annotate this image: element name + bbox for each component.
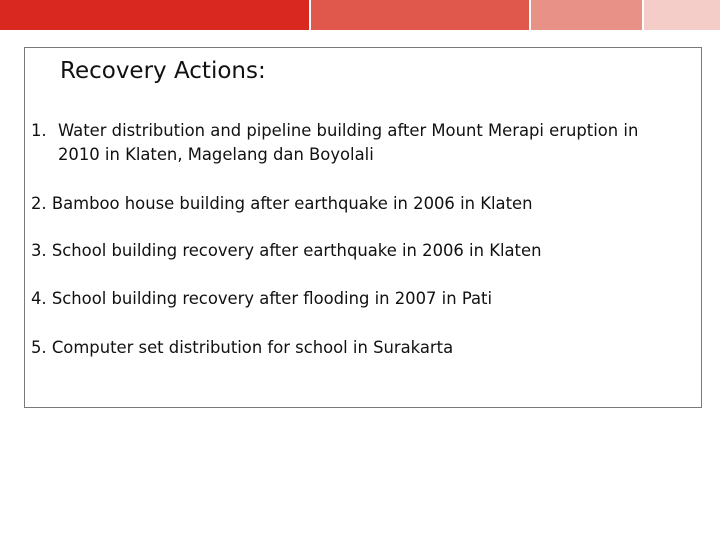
header-bar-segment-1	[0, 0, 309, 30]
header-bar-segment-2	[311, 0, 528, 30]
list-item-text: School building recovery after flooding in 2007 in Pati	[51, 289, 493, 308]
list-item-number: 5.	[31, 338, 47, 357]
slide-content-box	[24, 47, 702, 408]
header-bar-segment-3	[531, 0, 643, 30]
list-item-number: 4.	[31, 289, 47, 308]
list-item	[31, 239, 671, 263]
list-item-number: 2.	[31, 194, 47, 213]
header-bar-segment-4	[644, 0, 720, 30]
list-item-text: School building recovery after earthquake in 2006 in Klaten	[51, 241, 542, 260]
slide-title: Recovery Actions:	[60, 58, 266, 84]
list-item-number: 3.	[31, 241, 47, 260]
list-item	[31, 287, 671, 311]
list-item-text: Water distribution and pipeline building after Mount Merapi eruption in 2010 in Klaten, Magelang dan Boyolali	[58, 121, 639, 164]
list-item	[31, 119, 671, 167]
list-item-number: 1.	[31, 121, 47, 140]
list-item	[31, 336, 671, 360]
list-item-text: Bamboo house building after earthquake in 2006 in Klaten	[51, 194, 533, 213]
list-item-text: Computer set distribution for school in Surakarta	[51, 338, 454, 357]
header-color-bar	[0, 0, 720, 30]
list-item	[31, 192, 671, 216]
